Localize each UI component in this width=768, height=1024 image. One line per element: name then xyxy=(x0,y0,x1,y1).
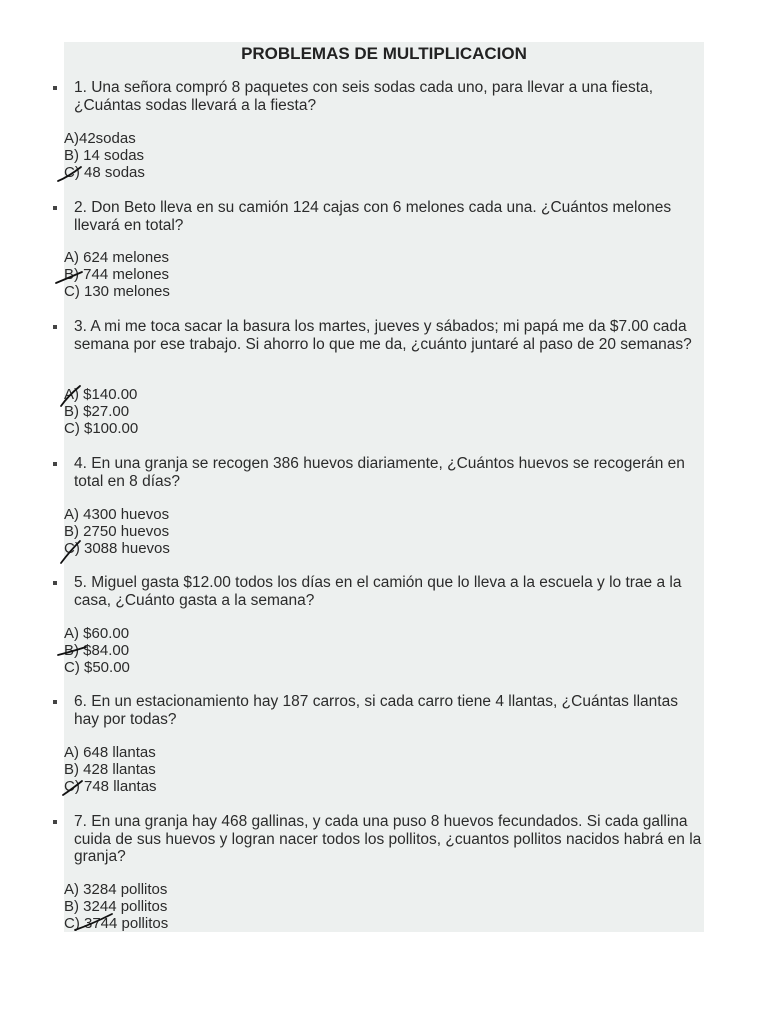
options-6 xyxy=(64,745,157,795)
option-b: B) 3244 pollitos xyxy=(64,897,168,915)
option-b: B) 744 melones xyxy=(64,265,170,283)
bullet-icon xyxy=(50,813,64,868)
option-c: C) 3088 huevos xyxy=(64,539,170,557)
option-c: C) $100.00 xyxy=(64,419,139,437)
bullet-icon xyxy=(50,79,64,117)
options-1 xyxy=(64,131,145,181)
option-a: A)42sodas xyxy=(64,130,136,147)
options-5 xyxy=(64,626,130,676)
option-a: A) $60.00 xyxy=(64,625,130,642)
options-2 xyxy=(64,250,170,300)
question-text: 1. Una señora compró 8 paquetes con seis sodas cada uno, para llevar a una fiesta, ¿Cuántas sodas llevará a la fiesta? xyxy=(74,79,654,114)
option-c: C) 3744 pollitos xyxy=(64,914,169,932)
bullet-icon xyxy=(50,318,64,373)
question-text: 6. En un estacionamiento hay 187 carros, si cada carro tiene 4 llantas, ¿Cuántas llantas hay por todas? xyxy=(74,693,678,728)
question-text: 3. A mi me toca sacar la basura los martes, jueves y sábados; mi papá me da $7.00 cada semana por ese trabajo. Si ahorro lo que me da, ¿cuánto juntaré al paso de 20 semanas? xyxy=(74,318,692,353)
question-3 xyxy=(50,318,704,373)
question-text: 4. En una granja se recogen 386 huevos diariamente, ¿Cuántos huevos se recogerán en total en 8 días? xyxy=(74,455,685,490)
option-c: C) 48 sodas xyxy=(64,163,145,181)
bullet-icon xyxy=(50,574,64,612)
options-7 xyxy=(64,882,168,932)
bullet-icon xyxy=(50,693,64,731)
option-a: A) 4300 huevos xyxy=(64,506,170,523)
page-title: PROBLEMAS DE MULTIPLICACION xyxy=(241,44,527,63)
option-a: A) 3284 pollitos xyxy=(64,881,168,898)
option-a: A) $140.00 xyxy=(64,386,138,403)
option-c: C) 748 llantas xyxy=(64,777,157,795)
option-a: A) 624 melones xyxy=(64,249,170,266)
options-4 xyxy=(64,507,170,557)
option-b: B) $27.00 xyxy=(64,402,130,420)
option-a: A) 648 llantas xyxy=(64,744,156,761)
question-text: 2. Don Beto lleva en su camión 124 cajas con 6 melones cada una. ¿Cuántos melones llevará en total? xyxy=(74,199,672,234)
question-text: 5. Miguel gasta $12.00 todos los días en el camión que lo lleva a la escuela y lo trae a la casa, ¿Cuánto gasta a la semana? xyxy=(74,574,682,609)
question-text: 7. En una granja hay 468 gallinas, y cada una puso 8 huevos fecundados. Si cada gallina cuida de sus huevos y logran nacer todos los pollitos, ¿cuantos pollitos nacidos habrá en la granja? xyxy=(74,813,702,865)
question-6 xyxy=(50,693,704,731)
question-1 xyxy=(50,79,704,117)
question-7 xyxy=(50,813,704,868)
option-b: B) $84.00 xyxy=(64,641,130,659)
bullet-icon xyxy=(50,455,64,493)
question-5 xyxy=(50,574,704,612)
bullet-icon xyxy=(50,199,64,237)
option-b: B) 14 sodas xyxy=(64,146,145,164)
question-2 xyxy=(50,199,704,237)
question-4 xyxy=(50,455,704,493)
option-c: C) 130 melones xyxy=(64,282,170,300)
option-b: B) 428 llantas xyxy=(64,760,156,778)
options-3 xyxy=(64,387,138,437)
option-b: B) 2750 huevos xyxy=(64,522,170,540)
option-c: C) $50.00 xyxy=(64,658,130,676)
